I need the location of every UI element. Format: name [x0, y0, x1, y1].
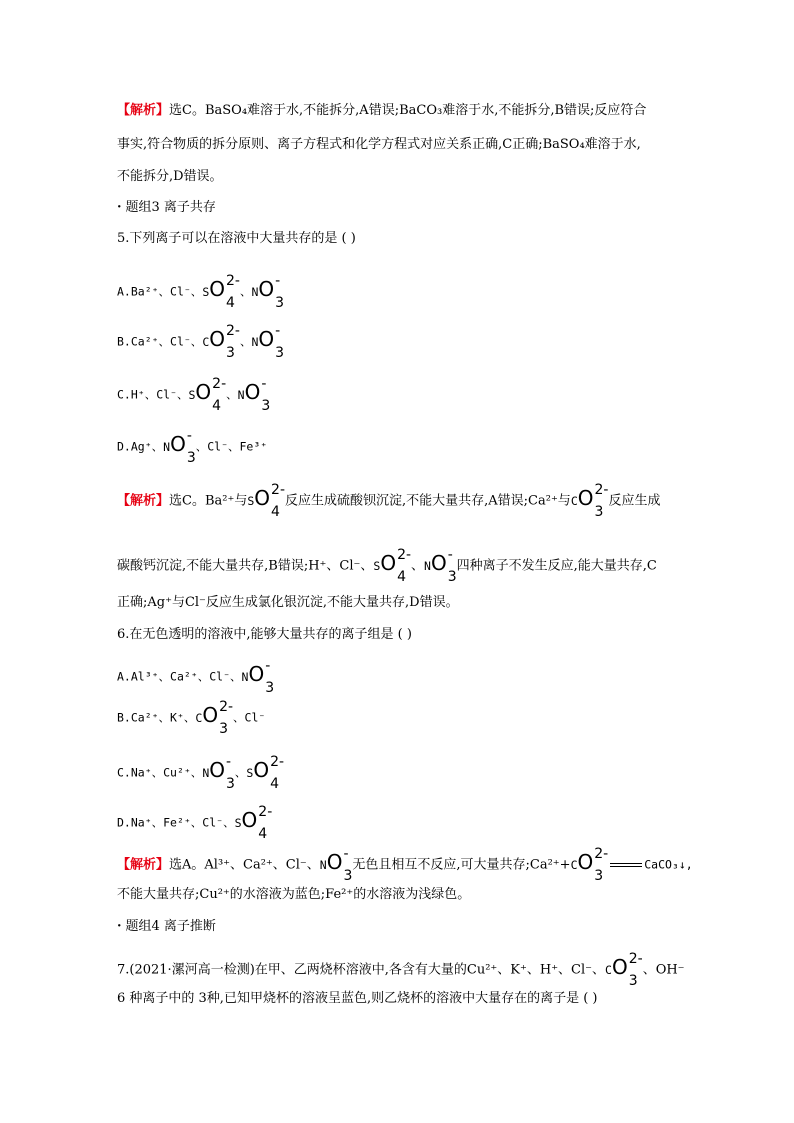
question-stem-cont: 6 种离子中的 3种,已知甲烧杯的溶液呈蓝色,则乙烧杯的溶液中大量存在的离子是 ( )	[117, 991, 598, 1006]
analysis-tag: 【解析】	[117, 103, 170, 118]
nitrate-ion: NO - 3	[237, 375, 271, 414]
nitrate-ion: NO - 3	[163, 427, 196, 466]
option-d: D.Na⁺、Fe²⁺、Cl⁻、SO 2- 4	[117, 803, 273, 842]
question-stem: 6.在无色透明的溶液中,能够大量共存的离子组是 ( )	[117, 627, 412, 642]
option-c: C.Na⁺、Cu²⁺、NO - 3 、SO 2- 4	[117, 753, 285, 792]
option-b: B.Ca²⁺、K⁺、CO 2- 3 、Cl⁻	[117, 698, 266, 737]
sulfate-ion: SO 2- 4	[188, 375, 227, 414]
option-c: C.H⁺、Cl⁻、SO 2- 4 、NO - 3	[117, 375, 271, 414]
carbonate-ion: CO 2- 3	[570, 845, 609, 884]
analysis-text: 选C。BaSO₄难溶于水,不能拆分,A错误;BaCO₃难溶于水,不能拆分,B错误;反应符合	[169, 103, 647, 118]
sulfate-ion: SO 2- 4	[246, 753, 285, 792]
option-d: D.Ag⁺、NO - 3 、Cl⁻、Fe³⁺	[117, 427, 268, 466]
nitrate-ion: NO - 3	[202, 753, 235, 792]
question-stem: 5.下列离子可以在溶液中大量共存的是 ( )	[117, 231, 356, 246]
analysis-line: 【解析】选C。Ba²⁺与SO 2- 4 反应生成硫酸钡沉淀,不能大量共存,A错误;Ca²⁺与CO 2- 3 反应生成	[117, 481, 661, 520]
option-a: A.Al³⁺、Ca²⁺、Cl⁻、NO - 3	[117, 657, 275, 696]
option-b: B.Ca²⁺、Cl⁻、CO 2- 3 、NO - 3	[117, 322, 285, 361]
carbonate-ion: CO 2- 3	[202, 322, 240, 361]
question-stem: 7.(2021·漯河高一检测)在甲、乙两烧杯溶液中,各含有大量的Cu²⁺、K⁺、H⁺、Cl⁻、CO 2- 3 、OH⁻	[117, 950, 685, 989]
analysis-line: 不能大量共存;Cu²⁺的水溶液为蓝色;Fe²⁺的水溶液为浅绿色。	[117, 887, 471, 902]
carbonate-ion: CO 2- 3	[195, 698, 234, 737]
analysis-tag: 【解析】	[117, 493, 170, 509]
nitrate-ion: NO - 3	[424, 546, 457, 585]
sulfate-ion: SO 2- 4	[202, 272, 240, 311]
group-heading: · 题组4 离子推断	[117, 919, 216, 934]
bullet-icon: ·	[117, 919, 122, 934]
option-a: A.Ba²⁺、Cl⁻、SO 2- 4 、NO - 3	[117, 272, 285, 311]
analysis-line	[117, 135, 641, 155]
nitrate-ion: NO - 3	[319, 845, 353, 884]
sulfate-ion: SO 2- 4	[373, 546, 412, 585]
bullet-icon: ·	[117, 200, 122, 215]
analysis-text: 事实,符合物质的拆分原则、离子方程式和化学方程式对应关系正确,C正确;BaSO₄难溶于水,	[117, 137, 641, 152]
carbonate-ion: CO 2- 3	[570, 481, 609, 520]
group-heading: · 题组3 离子共存	[117, 200, 216, 215]
nitrate-ion: NO - 3	[241, 657, 275, 696]
nitrate-ion: NO - 3	[251, 322, 285, 361]
analysis-line: 正确;Ag⁺与Cl⁻反应生成氯化银沉淀,不能大量共存,D错误。	[117, 595, 459, 610]
sulfate-ion: SO 2- 4	[247, 481, 285, 520]
sulfate-ion: SO 2- 4	[234, 803, 273, 842]
analysis-line	[117, 167, 223, 187]
carbonate-ion: CO 2- 3	[605, 950, 643, 989]
analysis-tag: 【解析】	[117, 857, 170, 873]
equals-sign-icon	[610, 863, 642, 867]
analysis-line: 碳酸钙沉淀,不能大量共存,B错误;H⁺、Cl⁻、SO 2- 4 、NO - 3 四种离子不发生反应,能大量共存,C	[117, 546, 657, 585]
analysis-text: 不能拆分,D错误。	[117, 169, 223, 184]
analysis-line	[117, 101, 646, 121]
nitrate-ion: NO - 3	[251, 272, 285, 311]
analysis-line: 【解析】选A。Al³⁺、Ca²⁺、Cl⁻、NO - 3 无色且相互不反应,可大量共存;Ca²⁺+CO 2- 3 CaCO₃↓,	[117, 845, 693, 884]
